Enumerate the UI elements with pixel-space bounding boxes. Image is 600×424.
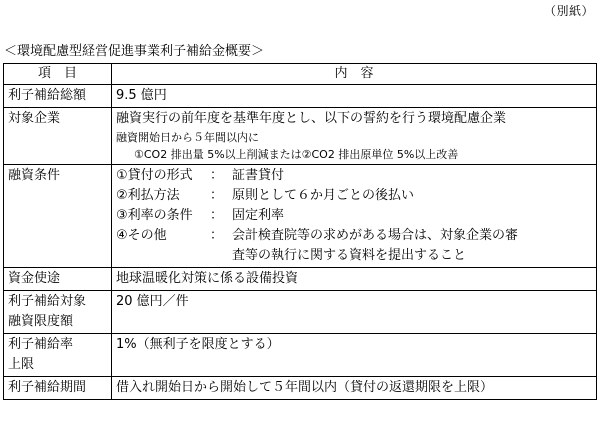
condition-key: ②利払方法 [116,188,180,203]
condition-value: 原則として６か月ごとの後払い [232,188,415,203]
row-label-use: 資金使途 [4,268,112,291]
limit-label-line-2: 融資限度額 [8,314,74,329]
row-label-limit [4,291,112,334]
condition-value: 固定利率 [232,208,285,223]
header-content: 内 容 [112,64,597,85]
limit-label-line-1: 利子補給対象 [8,294,87,309]
row-value-limit: 20 億円／件 [112,291,597,334]
table-row [4,108,597,165]
row-label-target: 対象企業 [4,108,112,165]
row-label-period: 利子補給期間 [4,377,112,400]
annex-label: （別紙） [543,4,594,18]
condition-key: ④その他 [116,228,167,243]
table-row [4,334,597,377]
condition-item [116,226,592,246]
row-label-conditions: 融資条件 [4,165,112,268]
row-value-rate: 1%（無利子を限度とする） [112,334,597,377]
condition-item [116,186,592,206]
table-row [4,377,597,400]
table-header-row [4,64,597,85]
condition-item [116,206,592,226]
header-item: 項 目 [4,64,112,85]
table-row [4,85,597,108]
summary-table [3,63,597,400]
table-row [4,165,597,268]
condition-key: ③利率の条件 [116,208,193,223]
condition-separator: ： [210,188,224,203]
table-row [4,291,597,334]
condition-value: 証書貸付 [232,168,285,183]
row-label-rate [4,334,112,377]
row-value-total: 9.5 億円 [112,85,597,108]
condition-item [116,166,592,186]
target-line-2: 融資開始日から５年間以内に [116,131,259,144]
condition-key: ①貸付の形式 [116,168,193,183]
row-value-conditions [112,165,597,268]
row-value-target [112,108,597,165]
row-value-use: 地球温暖化対策に係る設備投資 [112,268,597,291]
target-line-3: ①CO2 排出量 5%以上削減または②CO2 排出原単位 5%以上改善 [134,148,459,161]
condition-continuation: 査等の執行に関する資料を提出すること [232,248,467,263]
row-value-period: 借入れ開始日から開始して５年間以内（貸付の返還期限を上限） [112,377,597,400]
rate-label-line-2: 上限 [8,357,35,372]
document-title: ＜環境配慮型経営促進事業利子補給金概要＞ [4,44,265,59]
table-row [4,268,597,291]
condition-separator: ： [210,208,224,223]
condition-value: 会計検査院等の求めがある場合は、対象企業の審 [232,228,519,243]
target-line-1: 融資実行の前年度を基準年度とし、以下の誓約を行う環境配慮企業 [116,111,507,126]
condition-separator: ： [210,228,224,243]
rate-label-line-1: 利子補給率 [8,337,74,352]
condition-separator: ： [210,168,224,183]
row-label-total: 利子補給総額 [4,85,112,108]
